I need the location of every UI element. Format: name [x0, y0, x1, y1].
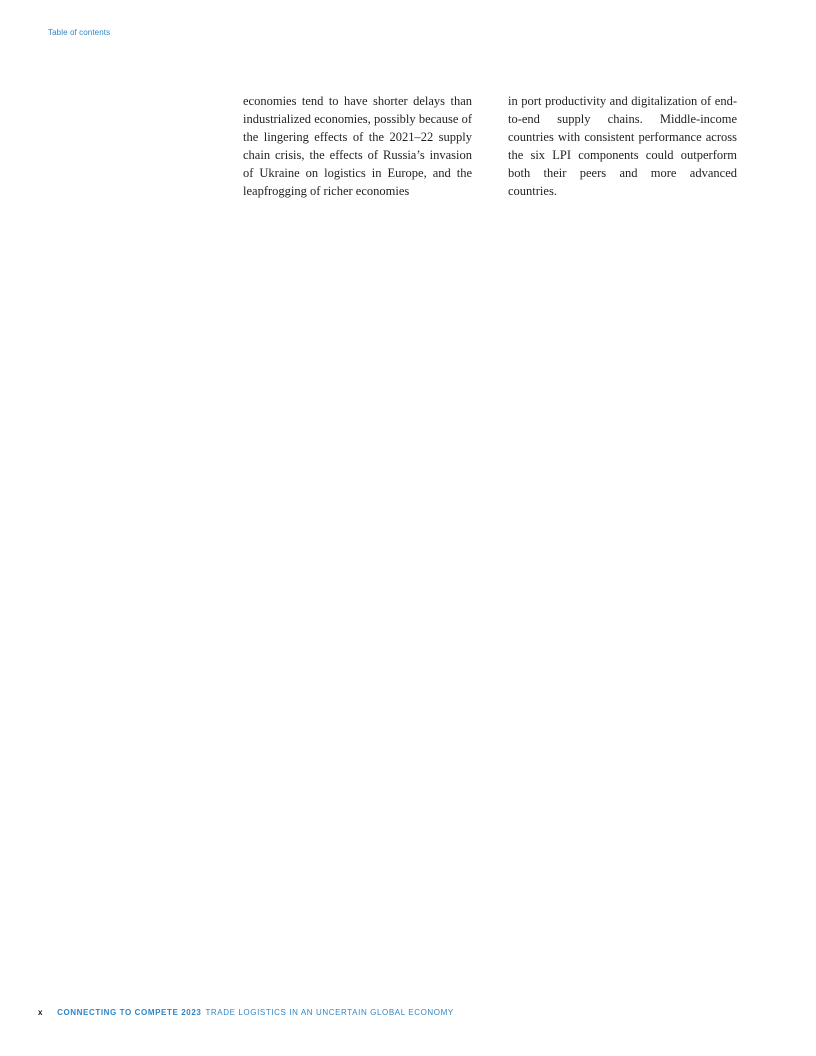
page-footer	[38, 1008, 454, 1017]
publication-subtitle: TRADE LOGISTICS IN AN UNCERTAIN GLOBAL ECONOMY	[205, 1008, 454, 1017]
body-text-column-right: in port productivity and digitalization of end-to-end supply chains. Middle-income countries with consistent performance across the six LPI components could outperform both their peers and more advanced countries.	[508, 94, 737, 199]
body-text-column-left: economies tend to have shorter delays than industrialized economies, possibly because of the lingering effects of the 2021–22 supply chain crisis, the effects of Russia’s invasion of Ukraine on logistics in Europe, and the leapfrogging of richer economies	[243, 94, 472, 199]
publication-title: CONNECTING TO COMPETE 2023	[57, 1008, 202, 1017]
table-of-contents-link[interactable]: Table of contents	[48, 28, 111, 37]
page-number: x	[38, 1008, 44, 1017]
